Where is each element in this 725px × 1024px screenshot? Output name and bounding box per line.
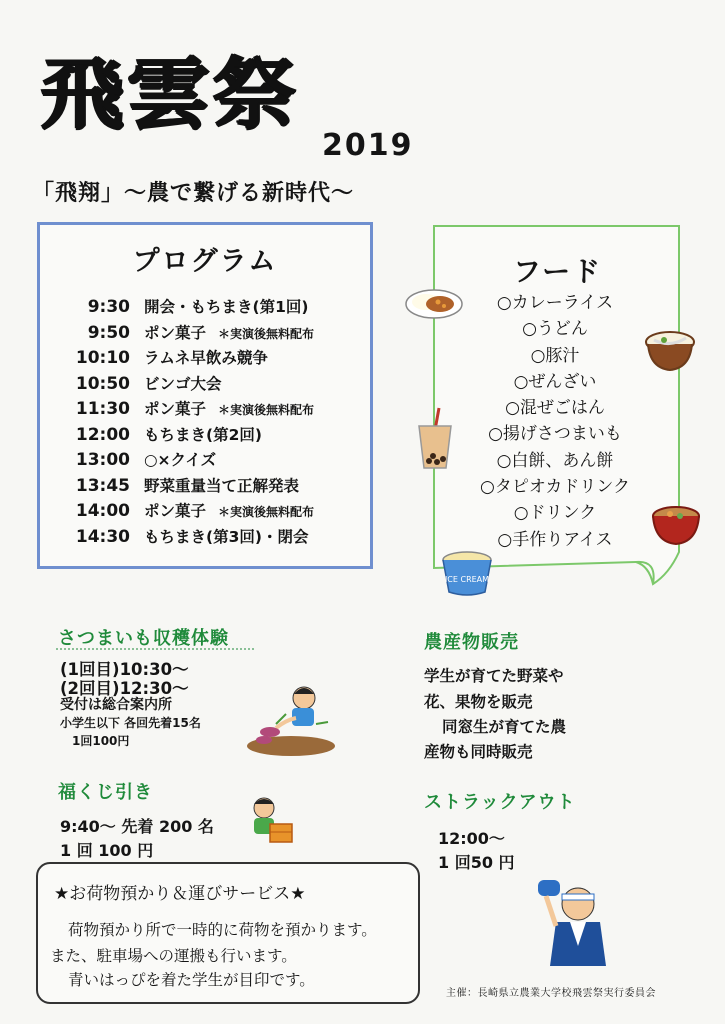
ice-cream-cup-icon xyxy=(438,548,496,598)
program-box xyxy=(37,222,373,569)
festival-subtitle: 「飛翔」～農で繋げる新時代～ xyxy=(32,181,355,206)
food-item: ○混ぜごはん xyxy=(505,398,605,419)
service-line2: また、駐車場への運搬も行います。 xyxy=(50,947,297,965)
food-item: ○白餅、あん餅 xyxy=(496,450,614,471)
udon-icon xyxy=(644,326,696,374)
farm-sales-line2: 花、果物を販売 xyxy=(424,693,533,711)
program-note: ＊実演後無料配布 xyxy=(218,505,315,519)
program-label: もちまき(第3回)・閉会 xyxy=(144,527,309,546)
food-item: ○ドリンク xyxy=(513,503,597,524)
happi-student-icon xyxy=(534,876,620,972)
program-note: ＊実演後無料配布 xyxy=(218,326,315,341)
program-label: ポン菓子 xyxy=(144,323,207,342)
festival-title: 飛雲祭 xyxy=(40,48,299,140)
program-row xyxy=(58,346,320,372)
program-note: ＊実演後無料配布 xyxy=(218,403,315,417)
tonjiru-bowl-icon xyxy=(650,502,702,546)
service-line3: 青いはっぴを着た学生が目印です。 xyxy=(68,971,315,989)
farm-sales-line3: 同窓生が育てた農 xyxy=(442,718,567,736)
program-row xyxy=(58,499,320,525)
sweet-potato-line1: (1回目)10:30～ xyxy=(60,660,189,679)
sweet-potato-line5: 1回100円 xyxy=(72,734,130,748)
program-title: プログラム xyxy=(132,246,278,277)
program-list xyxy=(58,295,320,550)
program-time: 13:45 xyxy=(75,475,130,496)
program-label: 開会・もちまき(第1回) xyxy=(144,298,309,316)
service-line1: 荷物預かり所で一時的に荷物を預かります。 xyxy=(68,921,377,939)
child-harvesting-icon xyxy=(246,684,336,756)
program-label: ポン菓子 xyxy=(144,400,207,418)
program-row xyxy=(58,321,320,347)
program-row xyxy=(58,525,320,551)
program-row xyxy=(58,423,320,449)
food-item: ○タピオカドリンク xyxy=(480,477,630,498)
curry-rice-icon xyxy=(404,282,464,322)
program-time: 9:30 xyxy=(87,297,130,317)
program-time: 10:10 xyxy=(75,348,130,368)
program-label: もちまき(第2回) xyxy=(144,425,262,444)
program-row xyxy=(58,295,320,321)
food-item: ○豚汁 xyxy=(530,345,580,366)
lottery-line1: 9:40～ 先着 200 名 xyxy=(60,817,214,836)
program-row xyxy=(58,372,320,398)
program-label: ビンゴ大会 xyxy=(144,374,222,393)
strike-out-line2: 1 回50 円 xyxy=(438,853,515,872)
program-time: 9:50 xyxy=(87,322,130,343)
organizer-credit: 主催：長崎県立農業大学校飛雲祭実行委員会 xyxy=(446,988,656,999)
program-row xyxy=(58,397,320,423)
food-item: ○ぜんざい xyxy=(513,371,597,392)
program-time: 11:30 xyxy=(75,399,130,419)
program-label: 野菜重量当て正解発表 xyxy=(144,476,300,495)
lottery-line2: 1 回 100 円 xyxy=(60,841,154,860)
strike-out-heading: ストラックアウト xyxy=(424,792,576,813)
heading-underline xyxy=(56,647,256,651)
program-time: 13:00 xyxy=(75,450,130,470)
program-label: ポン菓子 xyxy=(144,502,207,520)
festival-year: 2019 xyxy=(322,128,414,163)
strike-out-line1: 12:00～ xyxy=(438,829,505,848)
farm-sales-line4: 産物も同時販売 xyxy=(424,743,533,761)
food-item: ○手作りアイス xyxy=(497,529,613,550)
food-item: ○揚げさつまいも xyxy=(488,424,622,445)
sweet-potato-heading: さつまいも収穫体験 xyxy=(58,628,229,649)
lottery-heading: 福くじ引き xyxy=(58,782,153,803)
food-title: フード xyxy=(513,255,603,288)
service-notice-box xyxy=(36,862,420,1004)
lottery-box-child-icon xyxy=(240,794,300,850)
program-row xyxy=(58,448,320,474)
program-time: 14:30 xyxy=(75,526,130,547)
food-item: ○カレーライス xyxy=(496,293,614,313)
farm-sales-line1: 学生が育てた野菜や xyxy=(424,667,564,685)
program-label: ○×クイズ xyxy=(144,451,217,469)
food-item: ○うどん xyxy=(522,319,588,340)
sweet-potato-line4: 小学生以下 各回先着15名 xyxy=(60,716,201,730)
service-title: ★お荷物預かり＆運びサービス★ xyxy=(54,884,306,904)
sweet-potato-line2: (2回目)12:30～ xyxy=(60,679,189,698)
program-label: ラムネ早飲み競争 xyxy=(144,349,268,367)
farm-sales-heading: 農産物販売 xyxy=(424,632,519,653)
sweet-potato-line3: 受付は総合案内所 xyxy=(60,697,172,713)
program-time: 14:00 xyxy=(75,501,130,521)
food-list xyxy=(430,288,680,551)
program-time: 10:50 xyxy=(75,373,130,394)
program-row xyxy=(58,474,320,500)
ice-cream-label: ICE CREAM xyxy=(444,575,490,584)
tapioca-drink-icon xyxy=(415,406,455,472)
program-time: 12:00 xyxy=(75,424,130,445)
